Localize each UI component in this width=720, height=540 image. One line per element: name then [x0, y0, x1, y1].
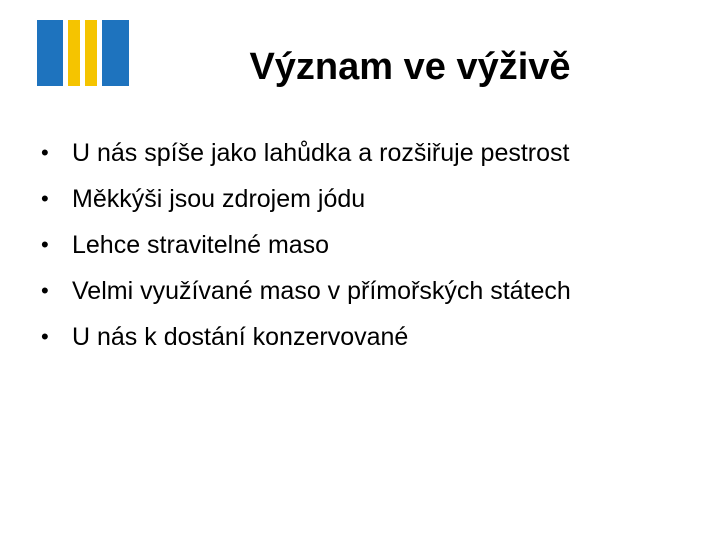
bullet-dot-icon: •: [41, 140, 49, 165]
logo-icon: [37, 20, 129, 86]
logo-bar-yellow-1: [68, 20, 80, 86]
bullet-dot-icon: •: [41, 324, 49, 349]
bullet-item: [40, 176, 700, 222]
bullet-text: Měkkýši jsou zdrojem jódu: [72, 185, 366, 213]
bullet-text: Lehce stravitelné maso: [72, 231, 330, 259]
bullet-dot-icon: •: [41, 232, 49, 257]
bullet-list: [40, 130, 700, 360]
slide-title: Význam ve výživě: [249, 46, 571, 88]
logo-bar-yellow-2: [85, 20, 97, 86]
bullet-item: [40, 268, 700, 314]
bullet-item: [40, 314, 700, 360]
bullet-dot-icon: •: [41, 186, 49, 211]
logo-bar-blue-left: [37, 20, 63, 86]
bullet-item: [40, 222, 700, 268]
bullet-text: U nás k dostání konzervované: [72, 323, 409, 351]
logo-bar-blue-right: [102, 20, 129, 86]
bullet-item: [40, 130, 700, 176]
bullet-text: Velmi využívané maso v přímořských státech: [72, 277, 571, 305]
bullet-dot-icon: •: [41, 278, 49, 303]
bullet-text: U nás spíše jako lahůdka a rozšiřuje pestrost: [72, 139, 570, 167]
